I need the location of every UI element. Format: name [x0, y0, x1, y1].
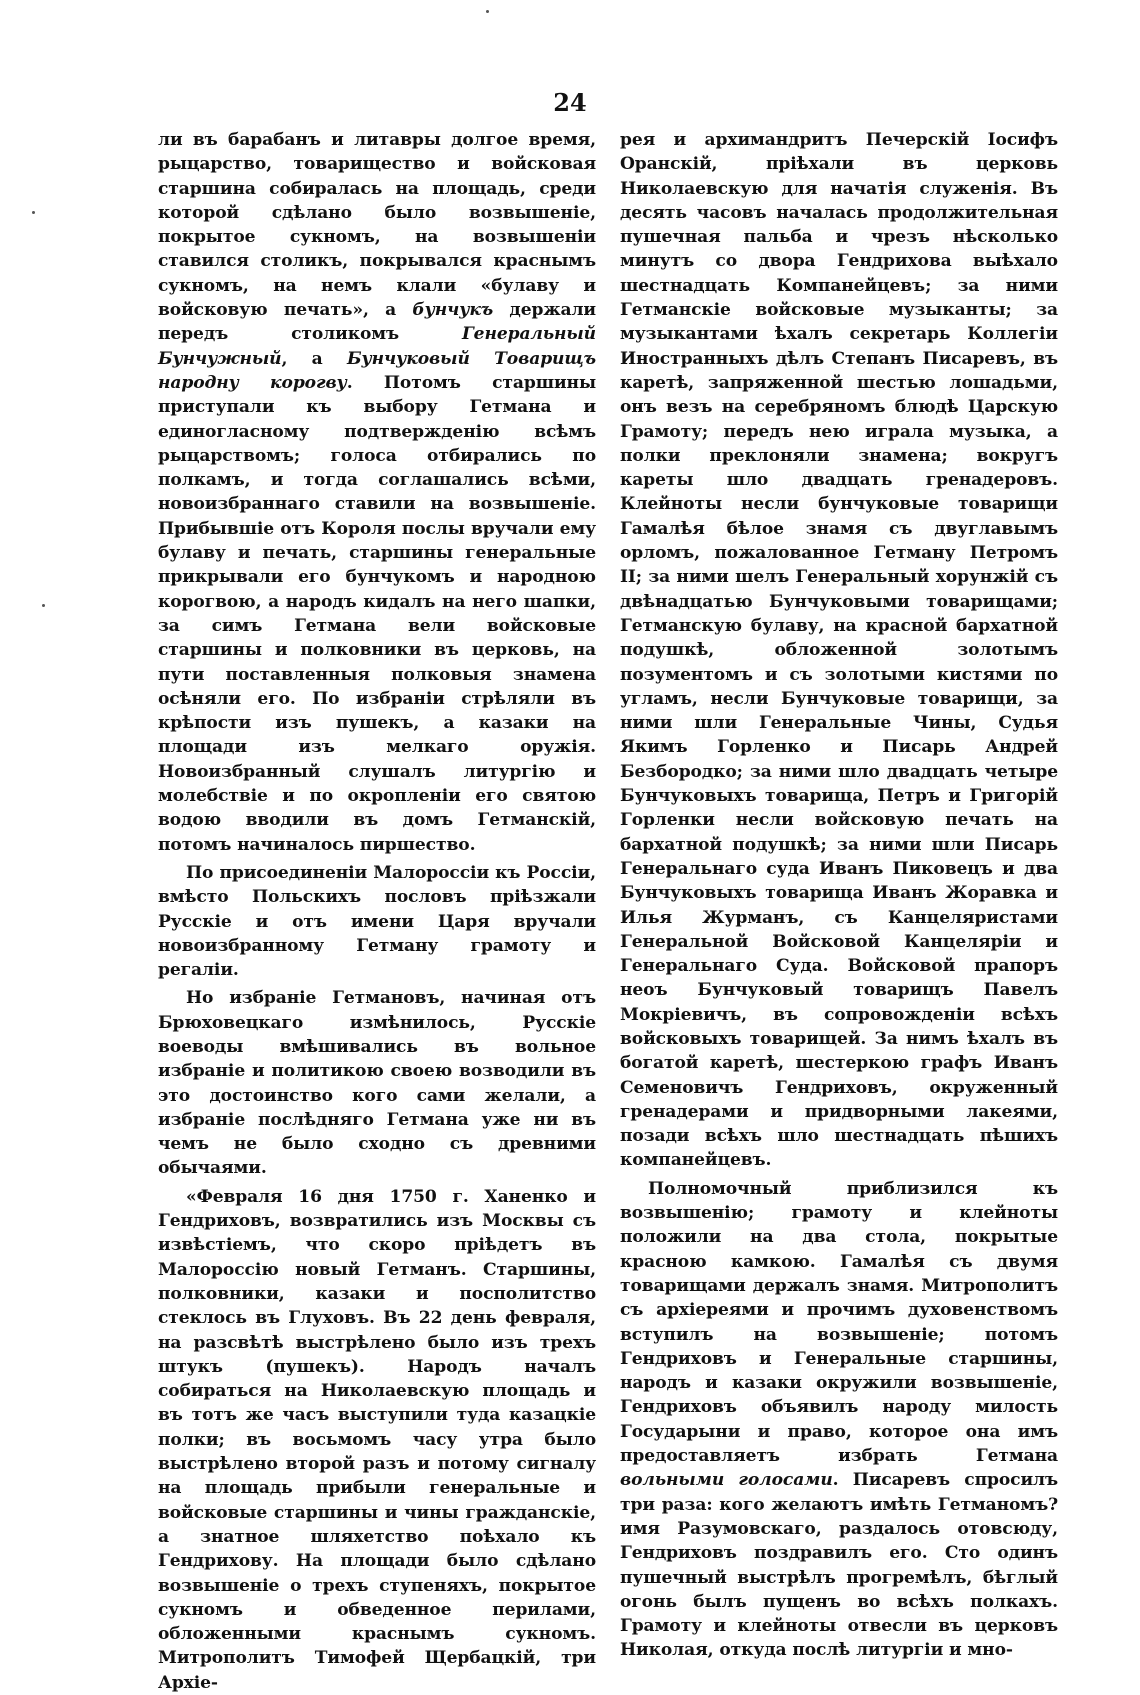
text-run: Но избраніе Гетмановъ, начиная отъ Брюховецкаго измѣнилось, Русскіе воеводы вмѣшивались въ вольное избраніе и политикою своею возводили въ это достоинство кого сами желали, а избраніе послѣдняго Гетмана уже ни въ чемъ не было сходно съ древними обычаями.: [158, 988, 596, 1179]
text-run: . Писаревъ спросилъ три раза: кого желаютъ имѣть Гетманомъ? имя Разумовскаго, раздалось отовсюду, Гендриховъ поздравилъ его. Сто одинъ пушечный выстрѣлъ прогремѣлъ, бѣглый огонь былъ пущенъ во всѣхъ полкахъ. Грамоту и клейноты отвесли въ церковъ Николая, откуда послѣ литургіи и мно-: [620, 1470, 1059, 1661]
italic-text: вольными голосами: [620, 1470, 833, 1491]
paragraph: [620, 128, 1058, 1173]
print-speck: [486, 10, 489, 13]
paragraph: [158, 861, 596, 982]
text-run: рея и архимандритъ Печерскій Іосифъ Оранскій, пріѣхали въ церковь Николаевскую для начатія служенія. Въ десять часовъ началась продолжительная пушечная пальба и чрезъ нѣсколько минутъ со двора Гендрихова выѣхало шестнадцать Компанейцевъ; за ними Гетманскіе войсковые музыканты; за музыкантами ѣхалъ секретарь Коллегіи Иностранныхъ дѣлъ Степанъ Писаревъ, въ каретѣ, запряженной шестью лошадьми, онъ везъ на серебряномъ блюдѣ Царскую Грамоту; передъ нею играла музыка, а полки преклоняли знамена; вокругъ кареты шло двадцать гренадеровъ. Клейноты несли бунчуковые товарищи Гамалѣя бѣлое знамя съ двуглавымъ орломъ, пожалованное Гетману Петромъ II; за ними шелъ Генеральный хорунжій съ двѣнадцатью Бунчуковыми товарищами; Гетманскую булаву, на красной бархатной подушкѣ, обложенной золотымъ позументомъ и съ золотыми кистями по угламъ, несли Бунчуковые товарищи, за ними шли Генеральные Чины, Судья Якимъ Горленко и Писарь Андрей Безбородко; за ними шло двадцать четыре Бунчуковыхъ товарища, Петръ и Григорій Горленки несли войсковую печать на бархатной подушкѣ; за ними шли Писарь Генеральнаго суда Иванъ Пиковецъ и два Бунчуковыхъ товарища Иванъ Жоравка и Илья Журманъ, съ Канцеляристами Генеральной Войсковой Канцеляріи и Генеральнаго Суда. Войсковой прапоръ неоъ Бунчуковый товарищъ Павелъ Мокріевичъ, въ сопровожденіи всѣхъ войсковыхъ товарищей. За нимъ ѣхалъ въ богатой каретѣ, шестеркою графъ Иванъ Семеновичъ Гендриховъ, окруженный гренадерами и придворными лакеями, позади всѣхъ шло шестнадцать пѣшихъ компанейцевъ.: [620, 130, 1058, 1171]
paragraph: [158, 128, 596, 857]
text-run: . Потомъ старшины приступали къ выбору Гетмана и единогласному подтвержденію всѣмъ рыцарствомъ; голоса отбирались по полкамъ, и тогда соглашались всѣми, новоизбраннаго ставили на возвышеніе. Прибывшіе отъ Короля послы вручали ему булаву и печать, старшины генеральные прикрывали его бунчукомъ и народною корогвою, а народъ кидалъ на него шапки, за симъ Гетмана вели войсковые старшины и полковники въ церковь, на пути поставленныя полковыя знамена осѣняли его. По избраніи стрѣляли въ крѣпости изъ пушекъ, а казаки на площади изъ мелкаго оружія. Новоизбранный слушалъ литургію и молебствіе и по окропленіи его святою водою вводили въ домъ Гетманскій, потомъ начиналось пиршество.: [158, 372, 596, 855]
right-column: [620, 128, 1058, 1663]
text-run: «Февраля 16 дня 1750 г. Ханенко и Гендриховъ, возвратились изъ Москвы съ извѣстіемъ, что скоро пріѣдетъ въ Малороссію новый Гетманъ. Старшины, полковники, казаки и посполитство стеклось въ Глуховъ. Въ 22 день февраля, на разсвѣтѣ выстрѣлено было изъ трехъ штукъ (пушекъ). Народъ началъ собираться на Николаевскую площадь и въ тотъ же часъ выступили туда казацкіе полки; въ восьмомъ часу утра было выстрѣлено второй разъ и потому сигналу на площадь прибыли генеральные и войсковые старшины и чины гражданскіе, а знатное шляхетство поѣхало къ Гендрихову. На площади было сдѣлано возвышеніе о трехъ ступеняхъ, покрытое сукномъ и обведенное перилами, обложенными краснымъ сукномъ. Митрополитъ Тимофей Щербацкій, три Архіе-: [158, 1186, 596, 1693]
paragraph: [158, 1185, 596, 1695]
page-number: 24: [553, 88, 587, 117]
print-speck: [32, 211, 35, 214]
italic-text: бунчукъ: [412, 300, 494, 321]
text-run: По присоединеніи Малороссіи къ Россіи, вмѣсто Польскихъ пословъ пріѣзжали Русскіе и отъ имени Царя вручали новоизбранному Гетману грамоту и регаліи.: [158, 862, 596, 981]
paragraph: [620, 1177, 1058, 1663]
paragraph: [158, 986, 596, 1180]
text-run: , а: [281, 348, 348, 369]
left-column: [158, 128, 596, 1695]
italic-text: Бунчуковый Товарищъ народну корогву: [158, 348, 596, 393]
text-run: Полномочный приблизился къ возвышенію; грамоту и клейноты положили на два стола, покрытые красною камкою. Гамалѣя съ двумя товарищами держалъ знамя. Митрополитъ съ архіереями и прочимъ духовенствомъ вступилъ на возвышеніе; потомъ Гендриховъ и Генеральные старшины, народъ и казаки окружили возвышеніе, Гендриховъ объявилъ народу милость Государыни и право, которое она имъ предоставляетъ избрать Гетмана: [620, 1178, 1058, 1467]
italic-text: Генеральный Бунчужный: [158, 324, 596, 369]
text-run: держали передъ столикомъ: [158, 300, 596, 345]
print-speck: [42, 604, 45, 607]
text-run: ли въ барабанъ и литавры долгое время, рыцарство, товарищество и войсковая старшина собиралась на площадь, среди которой сдѣлано было возвышеніе, покрытое сукномъ, на возвышеніи ставился столикъ, покрывался краснымъ сукномъ, на немъ клали «булаву и войсковую печать», а: [158, 130, 596, 321]
